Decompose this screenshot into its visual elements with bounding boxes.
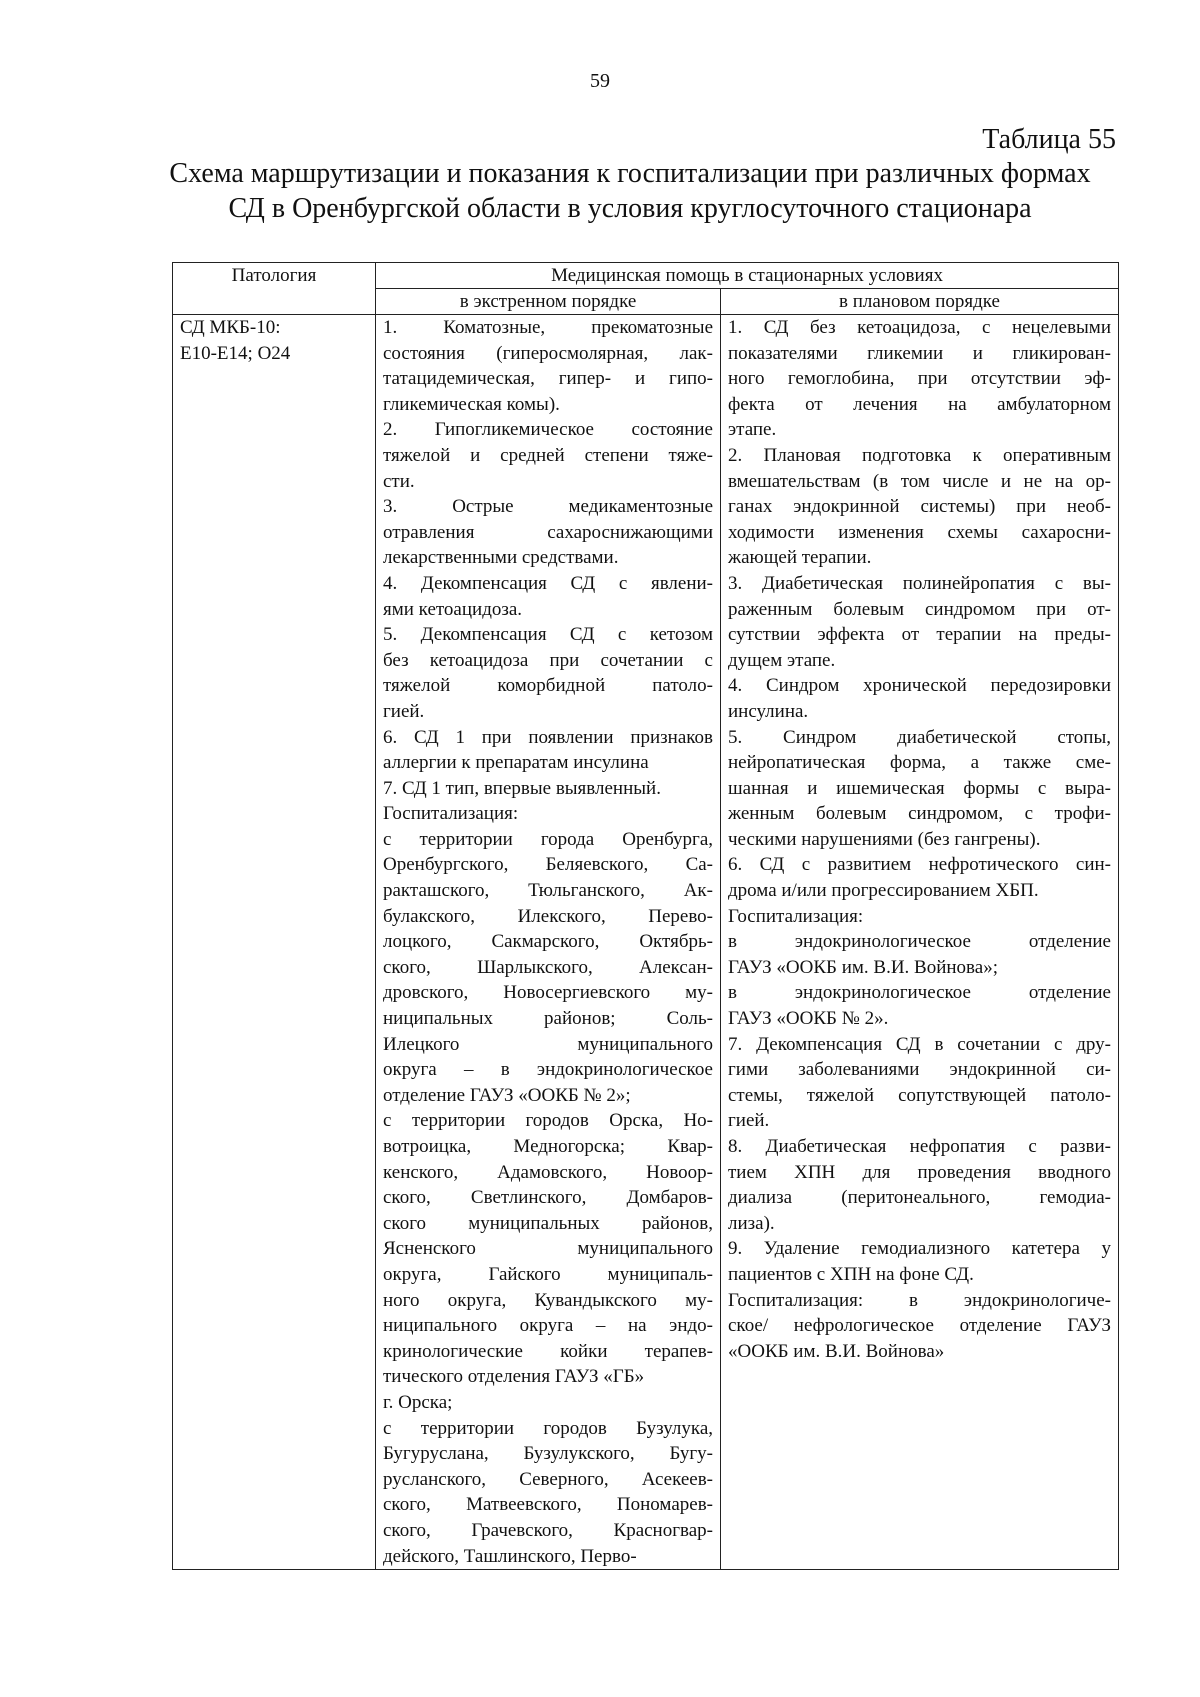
page-number: 59 bbox=[590, 70, 610, 92]
cell-line: 4. Синдром хронической передозировки bbox=[728, 675, 1111, 697]
cell-line: сутствии эффекта от терапии на преды- bbox=[728, 624, 1111, 646]
cell-line: лекарственными средствами. bbox=[383, 547, 619, 569]
cell-line: 9. Удаление гемодиализного катетера у bbox=[728, 1238, 1111, 1260]
cell-line: булакского, Илекского, Перево- bbox=[383, 905, 713, 927]
cell-line: жающей терапии. bbox=[728, 547, 872, 569]
title-line: Схема маршрутизации и показания к госпитализации при различных формах bbox=[169, 158, 1091, 189]
cell-line: ракташского, Тюльганского, Ак- bbox=[383, 880, 713, 902]
cell-line: ганах эндокринной системы) при необ- bbox=[728, 496, 1111, 518]
cell-line: округа – в эндокринологическое bbox=[383, 1059, 713, 1081]
cell-line: Е10-Е14; О24 bbox=[180, 342, 291, 364]
cell-line: 7. Декомпенсация СД в сочетании с дру- bbox=[728, 1033, 1111, 1055]
cell-line: ГАУЗ «ООКБ им. В.И. Войнова»; bbox=[728, 956, 998, 978]
cell-line: 2. Плановая подготовка к оперативным bbox=[728, 444, 1111, 466]
cell-line: вмешательствам (в том числе и не на ор- bbox=[728, 470, 1111, 492]
cell-line: 5. Синдром диабетической стопы, bbox=[728, 726, 1111, 748]
cell-line: Ясненского муниципального bbox=[383, 1238, 713, 1260]
cell-line: гими заболеваниями эндокринной си- bbox=[728, 1059, 1111, 1081]
cell-line: вотроицка, Медногорска; Квар- bbox=[383, 1136, 713, 1157]
routing-table bbox=[172, 262, 1119, 1570]
cell-line: в эндокринологическое отделение bbox=[728, 982, 1111, 1004]
cell-line: СД МКБ-10: bbox=[180, 317, 281, 338]
cell-line: ского муниципальных районов, bbox=[383, 1212, 713, 1234]
cell-line: ГАУЗ «ООКБ № 2». bbox=[728, 1008, 889, 1030]
header-row bbox=[173, 263, 1119, 289]
cell-line: с территории городов Орска, Но- bbox=[383, 1110, 713, 1132]
cell-line: округа, Гайского муниципаль- bbox=[383, 1263, 713, 1285]
cell-line: 3. Диабетическая полинейропатия с вы- bbox=[728, 572, 1111, 594]
cell-line: дейского, Ташлинского, Перво- bbox=[383, 1545, 637, 1567]
cell-line: гией. bbox=[728, 1110, 770, 1132]
cell-line: 1. СД без кетоацидоза, с нецелевыми bbox=[728, 317, 1111, 338]
header-emergency: в экстренном порядке bbox=[376, 289, 721, 315]
table-row bbox=[173, 315, 1119, 1570]
cell-line: с территории городов Бузулука, bbox=[383, 1417, 713, 1439]
cell-line: лиза). bbox=[728, 1212, 775, 1234]
cell-line: Госпитализация: bbox=[728, 905, 864, 927]
table-label: Таблица 55 bbox=[982, 124, 1116, 155]
cell-line: «ООКБ им. В.И. Войнова» bbox=[728, 1340, 945, 1362]
cell-line: ского, Матвеевского, Пономарев- bbox=[383, 1494, 713, 1516]
cell-line: Илецкого муниципального bbox=[383, 1033, 713, 1055]
cell-line: гликемическая комы). bbox=[383, 393, 560, 415]
cell-line: лоцкого, Сакмарского, Октябрь- bbox=[383, 931, 713, 953]
cell-line: тием ХПН для проведения вводного bbox=[728, 1161, 1111, 1183]
cell-line: отделение ГАУЗ «ООКБ № 2»; bbox=[383, 1084, 631, 1106]
cell-line: шанная и ишемическая формы с выра- bbox=[728, 777, 1111, 799]
cell-line: ходимости изменения схемы сахаросни- bbox=[728, 521, 1111, 543]
cell-line: 1. Коматозные, прекоматозные bbox=[383, 317, 713, 338]
cell-line: Госпитализация: в эндокринологиче- bbox=[728, 1289, 1111, 1311]
cell-line: показателями гликемии и гликирован- bbox=[728, 342, 1111, 364]
cell-line: 6. СД с развитием нефротического син- bbox=[728, 854, 1111, 876]
cell-line: кринологические койки терапев- bbox=[383, 1340, 713, 1362]
cell-line: с территории города Оренбурга, bbox=[383, 828, 713, 850]
pathology-cell bbox=[173, 315, 376, 1570]
table-title bbox=[150, 156, 1110, 226]
cell-line: сти. bbox=[383, 470, 415, 492]
cell-line: раженным болевым синдромом при от- bbox=[728, 598, 1111, 620]
cell-line: женным болевым синдромом, с трофи- bbox=[728, 803, 1111, 825]
cell-line: г. Орска; bbox=[383, 1391, 453, 1413]
cell-line: дрома и/или прогрессированием ХБП. bbox=[728, 880, 1039, 902]
cell-line: ного округа, Кувандыкского му- bbox=[383, 1289, 713, 1311]
cell-line: ского, Шарлыкского, Алексан- bbox=[383, 956, 713, 978]
cell-line: Бугуруслана, Бузулукского, Бугу- bbox=[383, 1443, 713, 1465]
cell-line: стемы, тяжелой сопутствующей патоло- bbox=[728, 1084, 1111, 1106]
cell-line: 8. Диабетическая нефропатия с разви- bbox=[728, 1136, 1111, 1157]
cell-line: тяжелой и средней степени тяже- bbox=[383, 444, 713, 466]
cell-line: ями кетоацидоза. bbox=[383, 598, 523, 620]
cell-line: 7. СД 1 тип, впервые выявленный. bbox=[383, 777, 661, 799]
header-care-group: Медицинская помощь в стационарных условиях bbox=[376, 263, 1119, 289]
cell-line: 2. Гипогликемическое состояние bbox=[383, 419, 713, 441]
cell-line: татацидемическая, гипер- и гипо- bbox=[383, 368, 713, 390]
cell-line: ниципальных районов; Соль- bbox=[383, 1008, 713, 1030]
cell-line: 6. СД 1 при появлении признаков bbox=[383, 726, 713, 748]
cell-line: аллергии к препаратам инсулина bbox=[383, 752, 649, 774]
cell-line: пациентов с ХПН на фоне СД. bbox=[728, 1263, 974, 1285]
cell-line: без кетоацидоза при сочетании с bbox=[383, 649, 713, 671]
title-line: СД в Оренбургской области в условия круглосуточного стационара bbox=[228, 193, 1032, 224]
cell-line: фекта от лечения на амбулаторном bbox=[728, 393, 1111, 415]
cell-line: дущем этапе. bbox=[728, 649, 836, 671]
cell-line: тяжелой коморбидной патоло- bbox=[383, 675, 713, 697]
cell-line: 3. Острые медикаментозные bbox=[383, 496, 713, 518]
header-pathology: Патология bbox=[173, 263, 376, 315]
cell-line: 5. Декомпенсация СД с кетозом bbox=[383, 624, 713, 646]
cell-line: ниципального округа – на эндо- bbox=[383, 1315, 713, 1337]
cell-line: гией. bbox=[383, 700, 425, 722]
cell-line: ского, Грачевского, Красногвар- bbox=[383, 1519, 713, 1541]
cell-line: состояния (гиперосмолярная, лак- bbox=[383, 342, 713, 364]
cell-line: Госпитализация: bbox=[383, 803, 519, 825]
cell-line: ского, Светлинского, Домбаров- bbox=[383, 1187, 713, 1209]
cell-line: дровского, Новосергиевского му- bbox=[383, 982, 713, 1004]
cell-line: ское/ нефрологическое отделение ГАУЗ bbox=[728, 1315, 1111, 1337]
cell-line: нейропатическая форма, а также сме- bbox=[728, 752, 1111, 774]
cell-line: инсулина. bbox=[728, 700, 809, 722]
cell-line: кенского, Адамовского, Новоор- bbox=[383, 1161, 713, 1183]
cell-line: тического отделения ГАУЗ «ГБ» bbox=[383, 1366, 645, 1388]
cell-line: отравления сахароснижающими bbox=[383, 521, 713, 543]
cell-line: 4. Декомпенсация СД с явлени- bbox=[383, 572, 713, 594]
cell-line: в эндокринологическое отделение bbox=[728, 931, 1111, 953]
cell-line: этапе. bbox=[728, 419, 777, 441]
emergency-cell bbox=[376, 315, 721, 1570]
planned-cell bbox=[721, 315, 1119, 1570]
cell-line: ческими нарушениями (без гангрены). bbox=[728, 828, 1041, 850]
cell-line: русланского, Северного, Асекеев- bbox=[383, 1468, 713, 1490]
cell-line: Оренбургского, Беляевского, Са- bbox=[383, 854, 713, 876]
cell-line: диализа (перитонеального, гемодиа- bbox=[728, 1187, 1111, 1209]
header-planned: в плановом порядке bbox=[721, 289, 1119, 315]
cell-line: ного гемоглобина, при отсутствии эф- bbox=[728, 368, 1111, 390]
